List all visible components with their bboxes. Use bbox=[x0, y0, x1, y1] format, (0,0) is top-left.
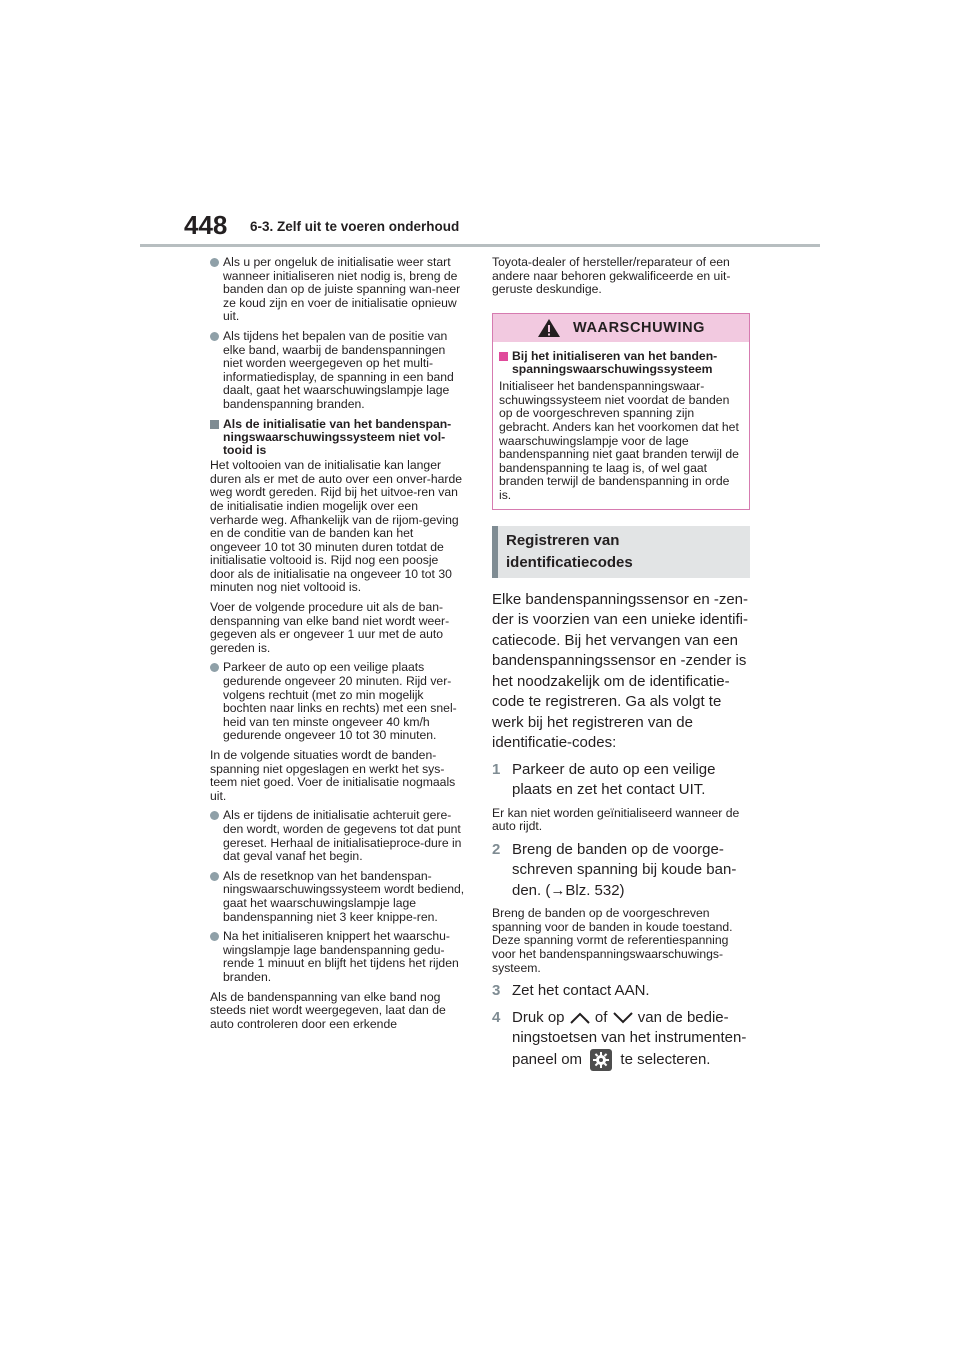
paragraph: Toyota-dealer of hersteller/reparateur of een andere naar behoren gekwalificeerde en uit-geruste deskundige. bbox=[492, 255, 731, 297]
bullet-icon bbox=[210, 872, 223, 881]
section-heading-line-2: identificatiecodes bbox=[506, 553, 633, 571]
warning-text: Initialiseer het bandenspanningswaar-schuwingssysteem niet voordat de banden op de voorgeschreven spanning zijn gebracht. Anders kan het voorkomen dat het waarschuwingslampje voor de lage bandenspanning niet gaat branden terwijl de bandenspanning te laag is, of wel gaat branden terwijl de bandenspanning in orde is. bbox=[499, 379, 739, 502]
square-bullet-icon bbox=[499, 352, 512, 361]
step-4 bbox=[492, 1008, 750, 1071]
paragraph: Voer de volgende procedure uit als de ban-denspanning van elke band niet wordt weer-gegeven als er ongeveer 1 uur met de auto gereden is. bbox=[210, 600, 450, 655]
subheading bbox=[210, 418, 466, 458]
bullet-text: Als de resetknop van het bandenspan-ningswaarschuwingssysteem wordt bediend, gaat het waarschuwingslampje lage bandenspanning niet 3 keer knippe-ren. bbox=[223, 868, 465, 924]
warning-triangle-icon bbox=[537, 318, 561, 338]
step-2 bbox=[492, 840, 750, 902]
step-number: 1 bbox=[492, 760, 501, 778]
section-heading bbox=[492, 526, 750, 578]
list-item bbox=[210, 870, 466, 924]
chevron-down-icon bbox=[612, 1011, 634, 1025]
step-text: Breng de banden op de voorge-schreven spanning bij koude ban-den. (→Blz. 532) bbox=[512, 840, 737, 899]
paragraph: Het voltooien van de initialisatie kan langer duren als er met de auto over een onver-harde weg wordt gereden. Rijd bij het uitvoe-ren van de initialisatie indien mogelijk over een verharde weg. Afhankelijk van de rijom-geving en de conditie van de banden kan het ongeveer 10 tot 30 minuten duren totdat de initialisatie voltooid is. Rijd nog een poosje door als de initialisatie na ongeveer 10 tot 30 minuten nog niet voltooid is. bbox=[210, 458, 463, 595]
list-item bbox=[210, 661, 466, 743]
bullet-text: Als u per ongeluk de initialisatie weer start wanneer initialiseren niet nodig is, breng de banden dan op de juiste spanning wan-neer ze koud zijn en voer de initialisatie opnieuw uit. bbox=[223, 255, 461, 324]
bullet-text: Na het initialiseren knippert het waarschu-wingslampje lage bandenspanning gedu-rende 1 minuut en blijft het tijdens het rijden branden. bbox=[223, 929, 459, 984]
chevron-up-icon bbox=[569, 1011, 591, 1025]
list-item bbox=[210, 256, 466, 324]
step-1 bbox=[492, 760, 750, 801]
step-text-part: Druk op bbox=[512, 1008, 565, 1026]
step-text: Zet het contact AAN. bbox=[512, 982, 650, 1000]
intro-paragraph: Elke bandenspanningssensor en -zen-der is voorzien van een unieke identifi-catiecode. Bij het vervangen van een bandenspanningssensor en -zender is het noodzakelijk om de identificatie-code te registreren. Ga als volgt te werk bij het registreren van de identificatie-codes: bbox=[492, 590, 749, 752]
square-bullet-icon bbox=[210, 420, 223, 429]
header-divider bbox=[140, 244, 820, 247]
step-3 bbox=[492, 981, 750, 1002]
step-text: Parkeer de auto op een veilige plaats en zet het contact UIT. bbox=[512, 760, 716, 799]
gear-icon bbox=[590, 1049, 612, 1071]
warning-subheading-text: Bij het initialiseren van het banden-spanningswaarschuwingssysteem bbox=[512, 348, 718, 376]
right-column bbox=[492, 256, 750, 1077]
page-header bbox=[0, 0, 960, 250]
list-item bbox=[210, 809, 466, 863]
step-number: 2 bbox=[492, 840, 501, 858]
warning-title: WAARSCHUWING bbox=[572, 319, 706, 336]
step-text-part: of bbox=[594, 1008, 608, 1026]
warning-subheading bbox=[499, 350, 743, 376]
step-note: Breng de banden op de voorgeschreven spanning voor de banden in koude toestand. Deze spanning vormt de referentiespanning voor het bandenspanningswaarschuwings-systeem. bbox=[492, 906, 733, 975]
warning-box bbox=[492, 313, 750, 510]
bullet-text: Als er tijdens de initialisatie achteruit gere-den wordt, worden de gegevens tot dat punt gereset. Herhaal de initialisatieproce-dure in dat geval vanaf het begin. bbox=[223, 808, 462, 864]
bullet-text: Parkeer de auto op een veilige plaats gedurende ongeveer 20 minuten. Rijd ver-volgens rechtuit (met zo min mogelijk bochten naar links en rechts) met een snel-heid van ten minste ongeveer 40 km/h gedurende ongeveer 10 tot 30 minuten. bbox=[223, 660, 457, 743]
step-text-part: van de bedie-ningstoetsen van het instrumenten-paneel om bbox=[512, 1008, 747, 1068]
bullet-text: Als tijdens het bepalen van de positie van elke band, waarbij de bandenspanningen niet worden weergegeven op het multi-informatiedisplay, de spanning in een band daalt, gaat het waarschuwingslampje lage bandenspanning branden. bbox=[223, 328, 454, 411]
bullet-icon bbox=[210, 332, 223, 341]
left-column bbox=[210, 256, 466, 1037]
warning-body bbox=[493, 342, 749, 509]
page-number: 448 bbox=[184, 210, 228, 240]
step-note: Er kan niet worden geïnitialiseerd wanneer de auto rijdt. bbox=[492, 805, 740, 834]
list-item bbox=[210, 330, 466, 412]
paragraph: In de volgende situaties wordt de banden-spanning niet opgeslagen en werkt het sys-teem niet goed. Voer de initialisatie nogmaals uit. bbox=[210, 748, 456, 803]
bullet-icon bbox=[210, 663, 223, 672]
section-heading-line-1: Registreren van bbox=[506, 531, 620, 549]
warning-header bbox=[493, 314, 749, 342]
step-text bbox=[512, 1008, 750, 1071]
bullet-icon bbox=[210, 258, 223, 267]
bullet-icon bbox=[210, 811, 223, 820]
paragraph: Als de bandenspanning van elke band nog steeds niet wordt weergegeven, laat dan de auto controleren door een erkende bbox=[210, 989, 446, 1031]
subheading-text: Als de initialisatie van het bandenspan-ningswaarschuwingssysteem niet vol-tooid is bbox=[223, 416, 452, 457]
step-number: 3 bbox=[492, 982, 501, 1000]
bullet-icon bbox=[210, 932, 223, 941]
list-item bbox=[210, 930, 466, 984]
step-text-part: te selecteren. bbox=[620, 1050, 711, 1068]
step-number: 4 bbox=[492, 1008, 501, 1026]
section-title: 6-3. Zelf uit te voeren onderhoud bbox=[250, 219, 460, 234]
